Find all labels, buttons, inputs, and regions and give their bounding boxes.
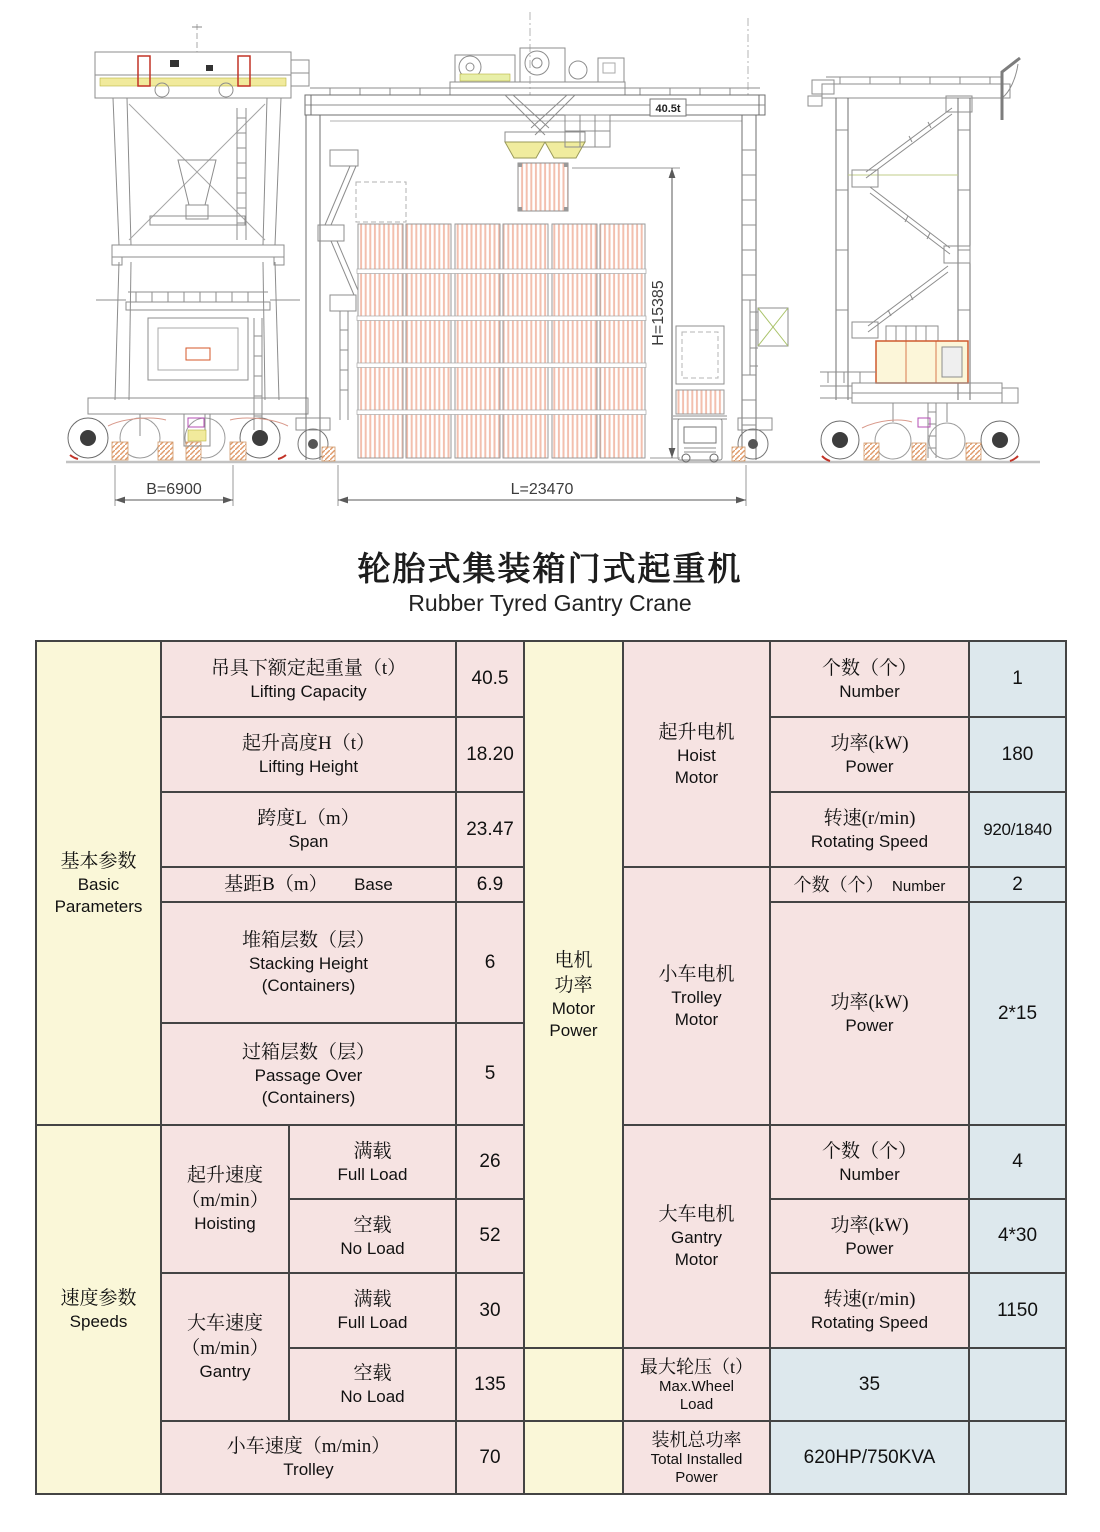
dimension-h-label: H=15385 (650, 280, 667, 346)
label-en: No Load (340, 1238, 405, 1258)
label-en: Hoist (677, 745, 716, 765)
group-basic-en1: Basic (77, 874, 120, 894)
label-lifting-capacity (161, 641, 456, 717)
value-gantry-power: 4*30 (969, 1199, 1066, 1273)
label-zh: 满载 (353, 1140, 392, 1162)
label-en: Number (839, 681, 900, 701)
label-zh: 小车电机 (658, 963, 735, 985)
label-gantry-no-load (289, 1348, 456, 1421)
value-max-wheel-load: 35 (770, 1348, 969, 1421)
empty-cell-blue (969, 1421, 1066, 1494)
page-title-en: Rubber Tyred Gantry Crane (408, 590, 692, 616)
load-rating-text: 40.5t (655, 103, 681, 115)
label-zh: 功率(kW) (830, 992, 909, 1013)
label-stacking-height (161, 902, 456, 1023)
label-zh: 起升电机 (658, 721, 735, 743)
value-hoisting-no-load: 52 (456, 1199, 524, 1273)
label-en: Motor (674, 1250, 719, 1269)
label-en: Trolley (283, 1460, 334, 1479)
label-zh: 转速(r/min) (823, 808, 916, 829)
dimension-l (338, 465, 746, 506)
label-zh: 跨度L（m） (257, 808, 360, 829)
label-trolley-power (770, 902, 969, 1125)
motor-power-en2: Power (549, 1020, 598, 1040)
label-zh: 个数（个） (821, 1140, 917, 1162)
end-view-drawing (68, 24, 309, 460)
group-speeds (36, 1125, 161, 1494)
label-zh: 基距B（m） (224, 874, 328, 895)
label-zh: 转速(r/min) (823, 1289, 916, 1310)
label-hoist-number (770, 641, 969, 717)
motor-power-zh2: 功率 (554, 974, 593, 996)
crane-technical-drawing (0, 0, 1100, 535)
value-lifting-capacity: 40.5 (456, 641, 524, 717)
label-hoisting-full-load (289, 1125, 456, 1199)
label-zh: 大车速度 (186, 1313, 263, 1334)
side-view-drawing (808, 58, 1020, 461)
label-zh: 最大轮压（t） (639, 1356, 753, 1377)
value-passage-over: 5 (456, 1023, 524, 1125)
label-unit: （m/min） (181, 1338, 269, 1359)
label-en: Passage Over (254, 1065, 363, 1085)
label-zh: 起升速度 (186, 1165, 263, 1186)
value-hoist-rotating-speed: 920/1840 (969, 792, 1066, 867)
dimension-b-label: B=6900 (146, 481, 202, 498)
value-stacking-height: 6 (456, 902, 524, 1023)
label-zh: 空载 (353, 1363, 392, 1384)
value-lifting-height: 18.20 (456, 717, 524, 792)
label-gantry-rotating-speed (770, 1273, 969, 1348)
label-max-wheel-load (623, 1348, 770, 1421)
label-passage-over (161, 1023, 456, 1125)
label-en: Rotating Speed (810, 832, 929, 851)
label-trolley-number (770, 867, 969, 902)
label-hoist-rotating-speed (770, 792, 969, 867)
label-en: Power (845, 1016, 894, 1035)
label-en: Gantry (199, 1362, 251, 1381)
group-motor-power (524, 641, 623, 1348)
label-en: Span (288, 832, 329, 851)
label-total-installed-power (623, 1421, 770, 1494)
label-hoist-power (770, 717, 969, 792)
label-en: Full Load (337, 1313, 408, 1332)
label-en: Load (679, 1395, 714, 1413)
value-trolley-number: 2 (969, 867, 1066, 902)
group-speeds-zh: 速度参数 (60, 1288, 137, 1309)
label-en: Rotating Speed (810, 1313, 929, 1332)
label-trolley-motor (623, 867, 770, 1125)
label-en: Lifting Height (258, 757, 359, 776)
front-view-drawing (296, 12, 788, 462)
specification-table (35, 640, 1067, 1495)
value-gantry-full-load: 30 (456, 1273, 524, 1348)
label-gantry-power (770, 1199, 969, 1273)
label-en: Power (845, 757, 894, 776)
empty-cell-blue (969, 1348, 1066, 1421)
label-zh: 吊具下额定起重量（t） (210, 657, 407, 679)
value-gantry-number: 4 (969, 1125, 1066, 1199)
label-en: Stacking Height (248, 954, 369, 973)
label-trolley-speed (161, 1421, 456, 1494)
label-span (161, 792, 456, 867)
label-en: Base (354, 875, 393, 894)
label-en: No Load (340, 1387, 405, 1406)
label-en: Number (839, 1164, 900, 1184)
label-en: Gantry (670, 1228, 723, 1247)
value-total-installed-power: 620HP/750KVA (770, 1421, 969, 1494)
label-gantry-motor (623, 1125, 770, 1348)
load-rating-label (650, 99, 686, 116)
page-title-zh: 轮胎式集装箱门式起重机 (357, 550, 743, 587)
value-gantry-no-load: 135 (456, 1348, 524, 1421)
label-gantry-number (770, 1125, 969, 1199)
label-gantry-speed (161, 1273, 289, 1421)
label-en: Power (845, 1238, 894, 1258)
label-en: (Containers) (261, 1087, 356, 1107)
label-en: Total Installed (650, 1450, 743, 1468)
label-en: (Containers) (261, 976, 356, 995)
label-zh: 功率(kW) (830, 733, 909, 754)
group-basic-parameters (36, 641, 161, 1125)
label-en: Hoisting (194, 1214, 256, 1233)
label-unit: （m/min） (181, 1190, 269, 1211)
label-zh: 起升高度H（t） (241, 733, 375, 754)
label-en: Lifting Capacity (250, 681, 367, 701)
label-en: Full Load (337, 1164, 408, 1184)
label-en: Max.Wheel (658, 1377, 735, 1395)
label-zh: 满载 (353, 1289, 392, 1310)
value-trolley-speed: 70 (456, 1421, 524, 1494)
value-hoist-number: 1 (969, 641, 1066, 717)
spacer-cell-yellow (524, 1421, 623, 1494)
label-hoisting-no-load (289, 1199, 456, 1273)
label-base (161, 867, 456, 902)
dimension-b (115, 465, 233, 506)
label-hoisting-speed (161, 1125, 289, 1273)
label-zh: 大车电机 (658, 1204, 735, 1225)
value-span: 23.47 (456, 792, 524, 867)
value-hoist-power: 180 (969, 717, 1066, 792)
label-en: Trolley (671, 987, 722, 1007)
label-en: Motor (674, 767, 719, 787)
label-lifting-height (161, 717, 456, 792)
label-zh: 空载 (353, 1214, 392, 1236)
motor-power-zh1: 电机 (554, 949, 593, 971)
label-en: Motor (674, 1009, 719, 1029)
label-zh: 小车速度（m/min） (226, 1436, 391, 1457)
label-zh: 个数（个） (821, 657, 917, 679)
label-zh: 个数（个） (793, 874, 884, 895)
motor-power-en1: Motor (551, 998, 596, 1018)
label-zh: 功率(kW) (830, 1214, 909, 1236)
label-zh: 堆箱层数（层） (241, 930, 375, 951)
value-gantry-rotating-speed: 1150 (969, 1273, 1066, 1348)
title-block (0, 550, 1100, 617)
dimension-l-label: L=23470 (510, 481, 574, 498)
value-trolley-power: 2*15 (969, 902, 1066, 1125)
spacer-cell-yellow (524, 1348, 623, 1421)
group-basic-zh: 基本参数 (60, 850, 137, 872)
label-en: Power (675, 1468, 718, 1486)
label-zh: 装机总功率 (651, 1429, 742, 1450)
label-zh: 过箱层数（层） (241, 1041, 375, 1063)
value-hoisting-full-load: 26 (456, 1125, 524, 1199)
label-en: Number (892, 877, 946, 895)
label-hoist-motor (623, 641, 770, 867)
group-speeds-en: Speeds (69, 1312, 128, 1331)
value-base: 6.9 (456, 867, 524, 902)
group-basic-en2: Parameters (54, 896, 143, 916)
label-gantry-full-load (289, 1273, 456, 1348)
